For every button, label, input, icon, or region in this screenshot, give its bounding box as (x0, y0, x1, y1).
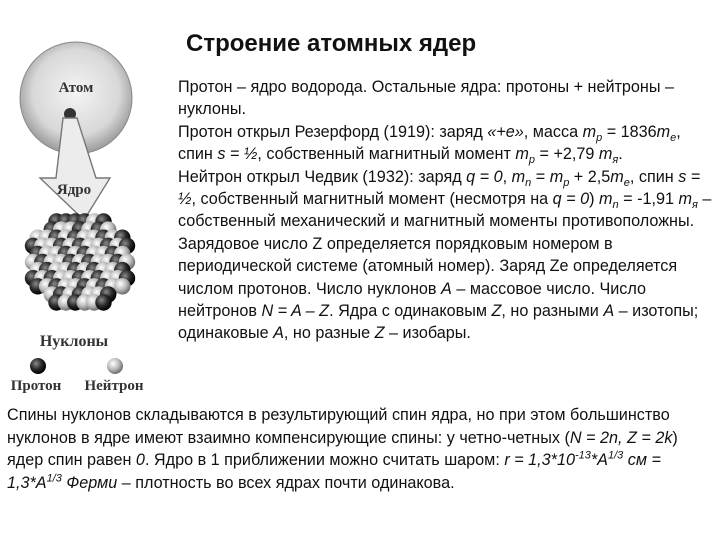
text-run: Зарядовое число Z определяется порядковым номером в периодической системе (атомный номер). Заряд Ze определяется числом протонов. Число нуклонов (178, 234, 678, 298)
page-title: Строение атомных ядер (186, 30, 477, 57)
text-run: m (656, 122, 671, 141)
text-run: p (596, 132, 603, 145)
text-run: m (610, 167, 624, 186)
text-run: , собственный магнитный момент (несмотря на (191, 190, 553, 209)
text-run: Z (374, 324, 385, 343)
text-run: 1/3 (46, 472, 62, 485)
text-run: Протон открыл Резерфорд (1919): заряд (178, 122, 488, 141)
text-run: m (678, 190, 692, 209)
text-run: я (612, 154, 619, 167)
text-run: , собственный магнитный момент (257, 145, 516, 164)
text-run: e (670, 132, 677, 145)
text-run: . (618, 145, 623, 164)
text-run: – плотность во всех ядрах почти одинакова. (117, 473, 455, 492)
paragraph-neutron-discovery (178, 166, 714, 233)
text-run: m (598, 145, 613, 164)
text-run: p (528, 154, 536, 167)
text-run: , (502, 167, 512, 186)
text-run: . Ядро в 1 приближении можно считать шаром: (144, 451, 505, 469)
text-run: 0 (135, 451, 145, 469)
text-run: я (691, 199, 698, 212)
paragraph-charge-number (178, 233, 714, 345)
text-run: «+e» (487, 122, 524, 141)
text-run: – массовое число. Число нейтронов (178, 279, 647, 321)
neutron-particle (114, 278, 130, 294)
text-run: m (515, 145, 529, 164)
text-run: = -1,91 (618, 190, 679, 209)
text-run: Протон – ядро водорода. Остальные ядра: протоны + нейтроны – нуклоны. (178, 78, 675, 119)
text-run: e (623, 176, 630, 189)
text-run: Спины нуклонов складываются в результирующий спин ядра, но при этом большинство нуклонов в ядре имеют взаимно компенсирующие спины: у четно-четных ( (7, 406, 670, 447)
text-run: – изотопы; одинаковые (178, 302, 699, 343)
text-run: p (563, 176, 570, 189)
nucleons-label: Нуклоны (39, 333, 109, 350)
text-run: m (582, 122, 597, 141)
text-run: q = 0 (466, 167, 503, 186)
text-run: m (599, 190, 613, 209)
text-run: -13 (574, 449, 591, 462)
text-run: = 1836 (602, 122, 657, 141)
text-run: – собственный механический и магнитный моменты противоположны. (178, 190, 712, 231)
text-run: m (511, 167, 526, 186)
text-run: – изобары. (384, 324, 471, 343)
text-run: *A (590, 451, 608, 469)
text-run: Нейтрон открыл Чедвик (1932): заряд (178, 167, 467, 186)
text-run: = +2,79 (535, 145, 599, 164)
text-run: ) (589, 190, 600, 209)
text-run: Z (491, 302, 502, 321)
nucleus-illustration (0, 38, 176, 398)
text-run: s = ½ (217, 145, 258, 164)
text-run: , спин (178, 122, 681, 164)
text-run: A (603, 302, 615, 321)
text-run: , масса (523, 122, 583, 141)
text-run: n (525, 176, 532, 189)
text-run: . Ядра с одинаковым (329, 302, 492, 321)
nucleus-label: Ядро (56, 182, 92, 198)
text-run: Ферми (61, 473, 118, 492)
paragraph-nuclear-spin (7, 404, 707, 494)
main-text (178, 76, 714, 345)
text-run: s = ½ (178, 167, 701, 209)
text-run: A (273, 324, 284, 343)
text-run: N = A – Z (261, 302, 330, 321)
neutron-label: Нейтрон (84, 378, 144, 394)
text-run: , но разные (283, 324, 375, 343)
neutron-icon (107, 358, 123, 374)
nucleus-cluster (25, 213, 135, 310)
text-run: r = 1,3*10 (504, 451, 575, 469)
text-run: ) ядер спин равен (7, 428, 678, 469)
text-run: q = 0 (552, 190, 590, 209)
proton-label: Протон (10, 378, 62, 394)
text-run: 1/3 (607, 449, 624, 462)
text-run: m (549, 167, 564, 186)
spin-text (7, 404, 707, 494)
text-run: , спин (629, 167, 679, 186)
text-run: n (612, 199, 619, 212)
atom-label: Атом (58, 80, 94, 96)
proton-icon (30, 358, 46, 374)
text-run: = (531, 167, 550, 186)
proton-particle (95, 294, 111, 310)
text-run: см = 1,3*A (7, 451, 661, 492)
paragraph-proton-definition (178, 76, 714, 121)
text-run: A (441, 279, 452, 298)
text-run: + 2,5 (569, 167, 611, 186)
text-run: N = 2n, Z = 2k (569, 428, 673, 447)
paragraph-proton-discovery (178, 121, 714, 166)
text-run: , но разными (501, 302, 604, 321)
